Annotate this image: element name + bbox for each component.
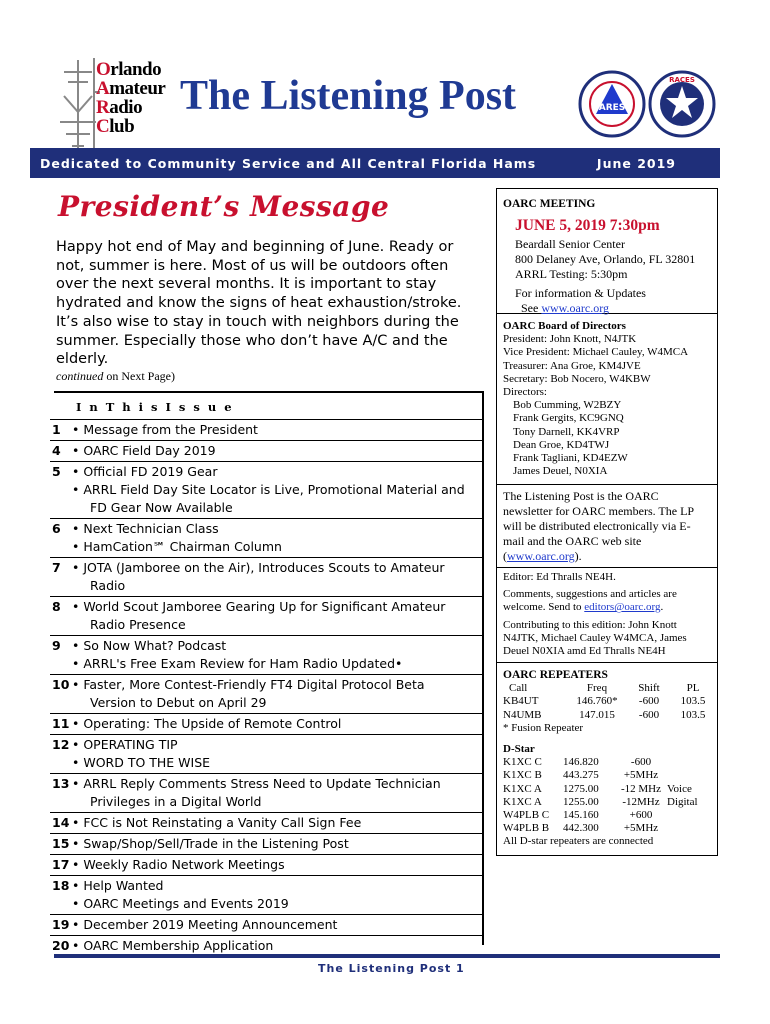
directors-label: Directors:	[503, 386, 547, 399]
toc-page-number: 15	[52, 836, 70, 851]
dstar-row: W4PLB B 442.300 +5MHz	[503, 822, 659, 835]
toc-row	[50, 713, 482, 734]
toc-entry-text: • Next Technician Class	[72, 521, 219, 536]
presidents-message-body: Happy hot end of May and beginning of June. Ready or not, summer is here. Most of us will be outdoors often over the next several months. It is important to stay hydrated and know the signs of heat exhaustion/stroke. It’s also wise to stay in touch with neighbors during the summer. Especially those who don’t have A/C and the elderly.	[56, 239, 462, 368]
continued-note: continued on Next Page)	[56, 369, 175, 383]
arrl-emergency-service-seal-icon	[578, 70, 646, 138]
director: Bob Cumming, W2BZY	[513, 399, 622, 412]
toc-page-number: 20	[52, 938, 70, 953]
toc-entry-text: • OARC Field Day 2019	[72, 443, 216, 458]
toc-entry-text: • OPERATING TIP	[72, 737, 178, 752]
svg-text:ARES: ARES	[598, 103, 626, 113]
sidebar	[496, 188, 718, 856]
toc-page-number: 1	[52, 422, 61, 437]
contributors-text: Contributing to this edition: John Knott N4JTK, Michael Cauley W4MCA, James Deuel N0XIA amd Ed Thralls NE4H	[503, 618, 687, 658]
logo-line-4: Club	[96, 116, 135, 137]
toc-row	[50, 461, 482, 518]
toc-entry-text: Version to Debut on April 29	[90, 695, 267, 710]
toc-page-number: 4	[52, 443, 61, 458]
toc-entry-text: • Weekly Radio Network Meetings	[72, 857, 285, 872]
about-website-link[interactable]: www.oarc.org	[507, 549, 575, 563]
toc-entry-text: • JOTA (Jamboree on the Air), Introduces Scouts to Amateur	[72, 560, 445, 575]
toc-row	[50, 875, 482, 914]
newsletter-title: The Listening Post	[180, 73, 517, 119]
meeting-address: 800 Delaney Ave, Orlando, FL 32801	[515, 252, 696, 266]
toc-row	[50, 734, 482, 773]
footer-page-label: The Listening Post 1	[318, 962, 465, 975]
banner-tagline: Dedicated to Community Service and All Central Florida Hams	[40, 156, 537, 171]
toc-row	[50, 419, 482, 440]
meeting-section: OARC MEETING JUNE 5, 2019 7:30pm Beardall Senior Center 800 Delaney Ave, Orlando, FL 32801 ARRL Testing: 5:30pm For information & Updates See www.oarc.org	[497, 189, 717, 314]
toc-page-number: 13	[52, 776, 70, 791]
dedication-banner	[30, 148, 720, 178]
toc-page-number: 18	[52, 878, 70, 893]
dstar-row: K1XC A 1255.00 -12MHz Digital	[503, 795, 698, 808]
dstar-table	[503, 756, 698, 835]
about-section: The Listening Post is the OARC newsletter for OARC members. The LP will be distributed electronically via E-mail and the OARC web site (www.oarc.org).	[497, 485, 717, 568]
logo-line-2: Amateur	[96, 78, 166, 99]
toc-entry-text: Radio Presence	[90, 617, 186, 632]
toc-entry-text: FD Gear Now Available	[90, 500, 233, 515]
toc-entry-text: • Faster, More Contest-Friendly FT4 Digital Protocol Beta	[72, 677, 425, 692]
toc-row	[50, 557, 482, 596]
toc-page-number: 12	[52, 737, 70, 752]
toc-entry-text: • OARC Membership Application	[72, 938, 274, 953]
toc-row	[50, 635, 482, 674]
toc-entry-text: • HamCation℠ Chairman Column	[72, 539, 282, 554]
board-officer: Treasurer: Ana Groe, KM4JVE	[503, 359, 641, 372]
toc-page-number: 6	[52, 521, 61, 536]
toc-page-number: 5	[52, 464, 61, 479]
editors-email-link[interactable]: editors@oarc.org	[584, 601, 661, 614]
logo-line-3: Radio	[96, 97, 143, 118]
repeaters-section	[497, 663, 717, 855]
toc-entry-text: • December 2019 Meeting Announcement	[72, 917, 338, 932]
director: Frank Tagliani, KD4EZW	[513, 452, 628, 465]
toc-page-number: 8	[52, 599, 61, 614]
toc-entry-text: • Official FD 2019 Gear	[72, 464, 218, 479]
meeting-date: JUNE 5, 2019 7:30pm	[515, 217, 660, 234]
board-officer: Vice President: Michael Cauley, W4MCA	[503, 346, 689, 359]
toc-entry-text: • So Now What? Podcast	[72, 638, 227, 653]
dstar-row: K1XC C 146.820 -600	[503, 756, 652, 769]
toc-page-number: 14	[52, 815, 70, 830]
board-section	[497, 314, 717, 485]
fusion-note: * Fusion Repeater	[503, 721, 584, 734]
toc-page-number: 19	[52, 917, 70, 932]
toc-entry-text: • ARRL Field Day Site Locator is Live, Promotional Material and	[72, 482, 465, 497]
toc-page-number: 10	[52, 677, 70, 692]
toc-entry-text: • FCC is Not Reinstating a Vanity Call Sign Fee	[72, 815, 362, 830]
dstar-row: W4PLB C 145.160 +600	[503, 809, 653, 822]
repeaters-heading: OARC REPEATERS	[503, 669, 608, 681]
dstar-note: All D-star repeaters are connected	[503, 835, 654, 848]
toc-row	[50, 833, 482, 854]
toc-row	[50, 518, 482, 557]
toc-page-number: 11	[52, 716, 70, 731]
toc-entry-text: • Operating: The Upside of Remote Control	[72, 716, 342, 731]
toc-row	[50, 914, 482, 935]
presidents-message-heading: President’s Message	[58, 190, 390, 223]
meeting-info: For information & Updates	[515, 286, 646, 300]
toc-row	[50, 440, 482, 461]
meeting-testing: ARRL Testing: 5:30pm	[515, 267, 628, 281]
director: Frank Gergits, KC9GNQ	[513, 412, 624, 425]
toc-entry-text: • ARRL's Free Exam Review for Ham Radio Updated•	[72, 656, 403, 671]
repeater-row: KB4UT 146.760* -600 103.5	[503, 695, 706, 708]
toc-entry-text: • OARC Meetings and Events 2019	[72, 896, 289, 911]
toc-row	[50, 773, 482, 812]
footer-rule	[54, 954, 720, 958]
logo-line-1: Orlando	[96, 59, 162, 80]
in-this-issue-box	[52, 391, 484, 953]
toc-entry-text: • World Scout Jamboree Gearing Up for Significant Amateur	[72, 599, 446, 614]
director: James Deuel, N0XIA	[513, 465, 608, 478]
board-officer: President: John Knott, N4JTK	[503, 333, 637, 346]
toc-page-number: 7	[52, 560, 61, 575]
editor-section: Editor: Ed Thralls NE4H. Comments, suggestions and articles are welcome. Send to editors@oarc.org. Contributing to this edition: John Knott N4JTK, Michael Cauley W4MCA, James Deuel N0XIA amd Ed Thralls NE4H	[497, 568, 717, 663]
toc-entry-text: Privileges in a Digital World	[90, 794, 262, 809]
toc-entry-text: • Swap/Shop/Sell/Trade in the Listening Post	[72, 836, 349, 851]
dstar-heading: D-Star	[503, 743, 535, 756]
svg-text:RACES: RACES	[669, 76, 695, 84]
board-officer: Secretary: Bob Nocero, W4KBW	[503, 372, 651, 385]
director: Tony Darnell, KK4VRP	[513, 425, 620, 438]
meeting-heading: OARC MEETING	[503, 198, 596, 210]
toc-entry-text: • Help Wanted	[72, 878, 164, 893]
toc-row	[50, 596, 482, 635]
editor-line: Editor: Ed Thralls NE4H.	[503, 571, 616, 583]
toc-row	[50, 674, 482, 713]
toc-page-number: 9	[52, 638, 61, 653]
toc-entry-text: • Message from the President	[72, 422, 258, 437]
toc-entry-text: • ARRL Reply Comments Stress Need to Update Technician	[72, 776, 441, 791]
races-civil-defense-seal-icon	[648, 70, 716, 138]
meeting-venue: Beardall Senior Center	[515, 237, 625, 251]
toc-entry-text: • WORD TO THE WISE	[72, 755, 211, 770]
director: Dean Groe, KD4TWJ	[513, 438, 610, 451]
toc-row	[50, 812, 482, 833]
toc-heading: I n T h i s I s s u e	[76, 400, 234, 414]
meeting-website-link[interactable]: www.oarc.org	[541, 301, 609, 315]
issue-date: June 2019	[596, 156, 676, 171]
about-text: The Listening Post is the OARC newsletter for OARC members. The LP will be distributed electronically via E-mail and the OARC web site	[503, 489, 694, 548]
repeaters-table: Call Freq Shift PL KB4UT 146.760* -600 103.5 N4UMB 147.015 -600 103.5	[503, 682, 713, 722]
dstar-row: K1XC B 443.275 +5MHz	[503, 769, 659, 782]
toc-row	[50, 935, 482, 956]
toc-page-number: 17	[52, 857, 70, 872]
toc-list	[50, 419, 482, 956]
toc-entry-text: Radio	[90, 578, 126, 593]
toc-row	[50, 854, 482, 875]
board-heading: OARC Board of Directors	[503, 320, 626, 332]
dstar-row: K1XC A 1275.00 -12 MHz Voice	[503, 782, 692, 795]
repeater-row: N4UMB 147.015 -600 103.5	[503, 708, 706, 721]
club-logo	[54, 52, 178, 162]
